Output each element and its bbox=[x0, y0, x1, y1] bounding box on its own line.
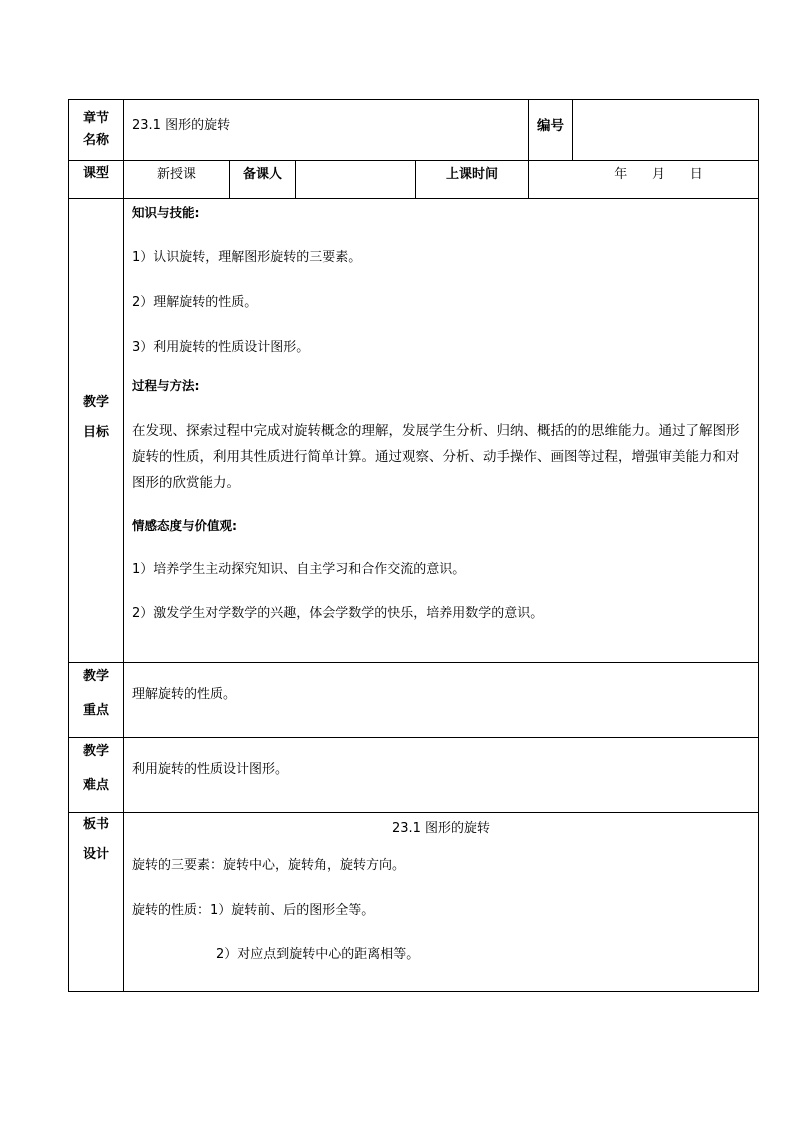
key-point-label-line2: 重点 bbox=[82, 702, 109, 718]
board-label-line2: 设计 bbox=[82, 846, 109, 862]
row-difficulty bbox=[69, 738, 759, 813]
type-label: 课型 bbox=[82, 166, 109, 181]
type-label-cell bbox=[69, 161, 124, 199]
process-heading: 过程与方法: bbox=[132, 378, 200, 393]
preparer-label: 备课人 bbox=[242, 167, 282, 182]
emotion-heading: 情感态度与价值观: bbox=[132, 518, 237, 533]
board-line-1: 旋转的三要素：旋转中心，旋转角，旋转方向。 bbox=[132, 858, 406, 873]
objectives-content-cell bbox=[124, 199, 759, 663]
row-objectives bbox=[69, 199, 759, 663]
board-content-cell bbox=[124, 813, 759, 992]
lesson-plan-sheet bbox=[68, 99, 758, 992]
row-board bbox=[69, 813, 759, 992]
time-label: 上课时间 bbox=[446, 167, 499, 182]
date-cell[interactable] bbox=[529, 161, 759, 199]
difficulty-label-line2: 难点 bbox=[82, 777, 109, 793]
time-label-cell bbox=[416, 161, 529, 199]
number-label: 编号 bbox=[537, 118, 565, 134]
knowledge-item-2: 2）理解旋转的性质。 bbox=[132, 295, 258, 310]
difficulty-label-line1: 教学 bbox=[82, 744, 109, 759]
board-label-cell bbox=[69, 813, 124, 992]
knowledge-heading: 知识与技能: bbox=[132, 205, 200, 220]
process-text: 在发现、探索过程中完成对旋转概念的理解，发展学生分析、归纳、概括的的思维能力。通过了解图形旋转的性质，利用其性质进行简单计算。通过观察、分析、动手操作、画图等过程，增强审美能力和对图形的欣赏能力。 bbox=[132, 423, 740, 491]
knowledge-item-3: 3）利用旋转的性质设计图形。 bbox=[132, 340, 310, 355]
type-value-cell bbox=[124, 161, 230, 199]
emotion-item-1: 1）培养学生主动探究知识、自主学习和合作交流的意识。 bbox=[132, 562, 466, 577]
difficulty-text: 利用旋转的性质设计图形。 bbox=[132, 762, 289, 777]
preparer-value-cell[interactable] bbox=[296, 161, 416, 199]
chapter-value: 23.1 图形的旋转 bbox=[132, 118, 231, 133]
row-course-info bbox=[69, 161, 759, 199]
lesson-plan-table bbox=[68, 99, 759, 992]
difficulty-cell bbox=[124, 738, 759, 813]
emotion-item-2: 2）激发学生对学数学的兴趣，体会学数学的快乐，培养用数学的意识。 bbox=[132, 606, 544, 621]
row-chapter bbox=[69, 100, 759, 161]
chapter-label-line2: 名称 bbox=[82, 133, 109, 148]
objectives-label-cell bbox=[69, 199, 124, 663]
board-title: 23.1 图形的旋转 bbox=[391, 821, 491, 836]
preparer-label-cell bbox=[230, 161, 296, 199]
chapter-value-cell bbox=[124, 100, 529, 161]
knowledge-item-1: 1）认识旋转，理解图形旋转的三要素。 bbox=[132, 250, 362, 265]
row-key-point bbox=[69, 663, 759, 738]
key-point-label-cell bbox=[69, 663, 124, 738]
chapter-label-cell bbox=[69, 100, 124, 161]
chapter-label-line1: 章节 bbox=[82, 111, 109, 126]
type-value: 新授课 bbox=[156, 167, 196, 182]
objectives-label-line1: 教学 bbox=[82, 395, 109, 410]
difficulty-label-cell bbox=[69, 738, 124, 813]
number-value-cell[interactable] bbox=[573, 100, 759, 161]
objectives-label-line2: 目标 bbox=[82, 424, 109, 440]
number-label-cell bbox=[529, 100, 573, 161]
date-text: 年 月 日 bbox=[614, 167, 703, 182]
board-line-3: 2）对应点到旋转中心的距离相等。 bbox=[216, 947, 420, 962]
board-line-2: 旋转的性质：1）旋转前、后的图形全等。 bbox=[132, 903, 375, 918]
key-point-text: 理解旋转的性质。 bbox=[132, 687, 237, 702]
key-point-label-line1: 教学 bbox=[82, 669, 109, 684]
board-label-line1: 板书 bbox=[82, 817, 109, 832]
key-point-cell bbox=[124, 663, 759, 738]
